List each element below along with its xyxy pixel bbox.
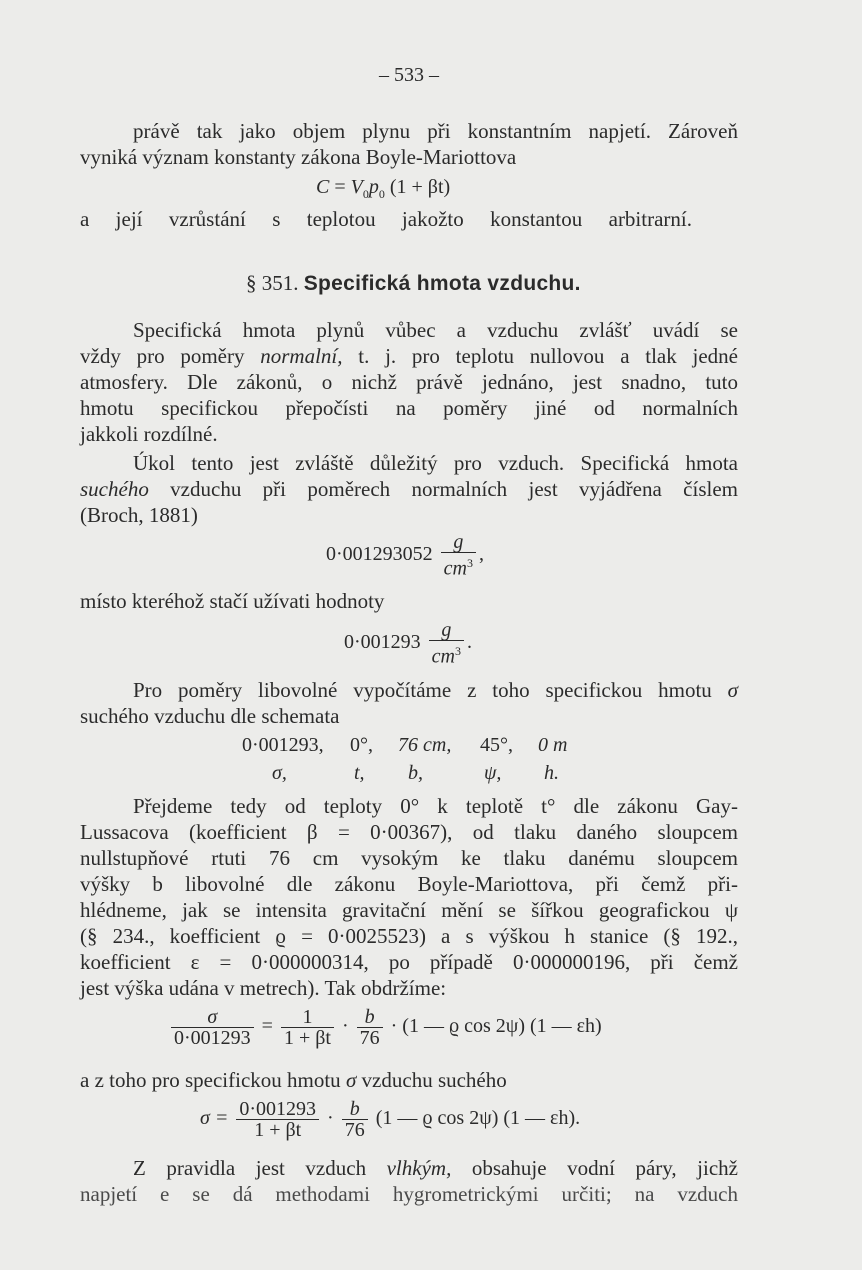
schema-symbol: ψ, [484,762,502,784]
text-line: Lussacova (koefficient β = 0·00367), od tlaku daného sloupcem [80,820,738,844]
text-line: Úkol tento jest zvláště důležitý pro vzduch. Specifická hmota [133,451,738,475]
section-title: Specifická hmota vzduchu. [303,272,581,295]
schema-symbol: t, [354,762,365,784]
text-line: místo kteréhož stačí užívati hodnoty [80,589,385,613]
value-approx: 0·001293 $\frac{g}{cm^3}$ . [344,619,472,668]
schema-value: 0 m [538,734,568,756]
text-line: atmosfery. Dle zákonů, o nichž právě jednáno, jest snadno, tuto [80,370,738,394]
text-line: suchého vzduchu dle schemata [80,704,340,728]
text-line: a z toho pro specifickou hmotu σ vzduchu suchého [80,1068,507,1092]
text-line: právě tak jako objem plynu při konstantním napjetí. Zároveň [133,119,738,143]
text-line: koefficient ε = 0·000000314, po případě 0·000000196, při čemž [80,950,738,974]
schema-value: 0·001293, [242,734,324,756]
text-line: vyniká význam konstanty zákona Boyle-Mariottova [80,145,517,169]
text-line: a její vzrůstání s teplotou jakožto konstantou arbitrarní. [80,207,692,231]
text-line: suchého vzduchu při poměrech normalních jest vyjádřena číslem [80,477,738,501]
schema-value: 76 cm, [398,734,452,756]
schema-value: 45°, [480,734,513,756]
text-line: výšky b libovolné dle zákonu Boyle-Mariottova, při čemž při- [80,872,738,896]
page-number: – 533 – [379,64,439,86]
equation-sigma: σ = $\frac{0\cdot 001293}{1 + \beta t}$ · $\frac{b}{76}$ (1 — ϱ cos 2ψ) (1 — εh). [200,1098,581,1141]
schema-value: 0°, [350,734,373,756]
value-broch: 0·001293052 $\frac{g}{cm^3}$ , [326,531,484,580]
text-line: jest výška udána v metrech). Tak obdržíme: [80,976,447,1000]
text-line: (Broch, 1881) [80,503,198,527]
schema-symbol: h. [544,762,559,784]
equation-boyle-constant: $C = V_0p_0$ (1 + βt) [316,176,451,201]
schema-symbol: σ, [272,762,287,784]
text-line: vždy pro poměry normalní, t. j. pro teplotu nullovou a tlak jedné [80,344,738,368]
text-line: Z pravidla jest vzduch vlhkým, obsahuje vodní páry, jichž [133,1156,738,1180]
text-line: (§ 234., koefficient ϱ = 0·0025523) a s výškou h stanice (§ 192., [80,924,738,948]
text-line: Specifická hmota plynů vůbec a vzduchu zvlášť uvádí se [133,318,738,342]
text-line: Pro poměry libovolné vypočítáme z toho specifickou hmotu σ [133,678,738,702]
text-line: jakkoli rozdílné. [80,422,218,446]
text-line: napjetí e se dá methodami hygrometrickými určiti; na vzduch [80,1182,738,1206]
section-heading [246,270,581,297]
equation-ratio: $\frac{\sigma}{0\cdot 001293}$ = $\frac{1}{1 + \beta t}$ · $\frac{b}{76}$ · (1 — ϱ cos 2ψ) (1 — εh) [168,1007,602,1048]
text-line: Přejdeme tedy od teploty 0° k teplotě t° dle zákonu Gay- [133,794,738,818]
text-line: hmotu specifickou přepočísti na poměry jiné od normalních [80,396,738,420]
section-number: § 351. [246,271,299,295]
text-line: nullstupňové rtuti 76 cm vysokým ke tlaku danému sloupcem [80,846,738,870]
schema-symbol: b, [408,762,423,784]
text-line: hlédneme, jak se intensita gravitační mění se šířkou geografickou ψ [80,898,738,922]
